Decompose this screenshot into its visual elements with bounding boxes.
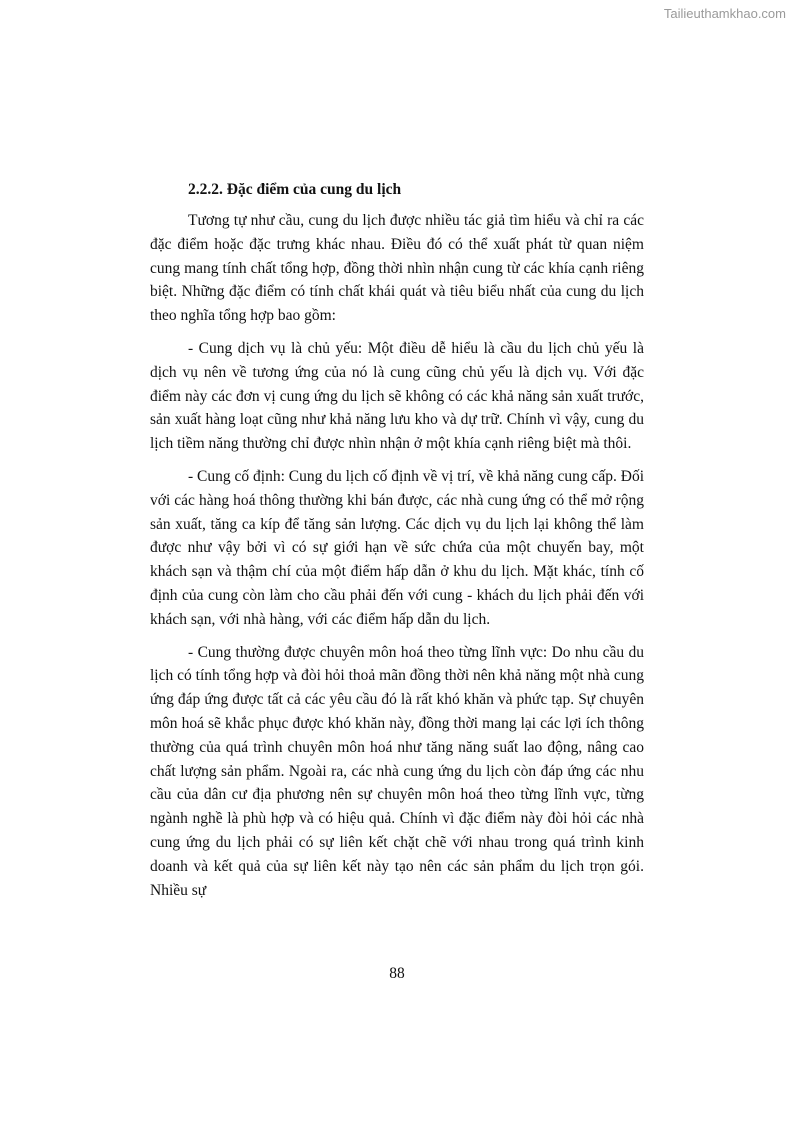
section-heading: 2.2.2. Đặc điểm của cung du lịch [188, 181, 402, 198]
page-number: 88 [389, 965, 405, 982]
paragraph-intro: Tương tự như cầu, cung du lịch được nhiều tác giả tìm hiểu và chỉ ra các đặc điểm hoặc đặc trưng khác nhau. Điều đó có thể xuất phát từ quan niệm cung mang tính chất tổng hợp, đồng thời nhìn nhận cung từ các khía cạnh riêng biệt. Những đặc điểm có tính chất khái quát và tiêu biểu nhất của cung du lịch theo nghĩa tổng hợp bao gồm: [150, 212, 644, 325]
paragraph-fixed-supply: - Cung cố định: Cung du lịch cố định về vị trí, về khả năng cung cấp. Đối với các hàng hoá thông thường khi bán được, các nhà cung ứng có thể mở rộng sản xuất, tăng ca kíp để tăng sản lượng. Các dịch vụ du lịch lại không thể làm được như vậy bởi vì có sự giới hạn về sức chứa của một chuyến bay, một khách sạn và thậm chí của một điểm hấp dẫn ở khu du lịch. Mặt khác, tính cố định của cung còn làm cho cầu phải đến với cung - khách du lịch phải đến với khách sạn, với nhà hàng, với các điểm hấp dẫn du lịch. [150, 467, 644, 628]
watermark: Tailieuthamkhao.com [663, 6, 786, 21]
paragraph-service-supply: - Cung dịch vụ là chủ yếu: Một điều dễ hiểu là cầu du lịch chủ yếu là dịch vụ nên về tương ứng của nó là cung cũng chủ yếu là dịch vụ. Với đặc điểm này các đơn vị cung ứng du lịch sẽ không có các khả năng sản xuất trước, sản xuất hàng loạt cũng như khả năng lưu kho và dự trữ. Chính vì vậy, cung du lịch tiềm năng thường chỉ được nhìn nhận ở một khía cạnh riêng biệt mà thôi. [150, 339, 644, 453]
paragraph-specialized-supply: - Cung thường được chuyên môn hoá theo từng lĩnh vực: Do nhu cầu du lịch có tính tổng hợp và đòi hỏi thoả mãn đồng thời nên khả năng một nhà cung ứng đáp ứng được tất cả các yêu cầu đó là rất khó khăn và phức tạp. Sự chuyên môn hoá sẽ khắc phục được khó khăn này, đồng thời mang lại các lợi ích thông thường của quá trình chuyên môn hoá như tăng năng suất lao động, nâng cao chất lượng sản phẩm. Ngoài ra, các nhà cung ứng du lịch còn đáp ứng các nhu cầu của dân cư địa phương nên sự chuyên môn hoá theo từng lĩnh vực, từng ngành nghề là phù hợp và có hiệu quả. Chính vì đặc điểm này đòi hỏi các nhà cung ứng du lịch phải có sự liên kết chặt chẽ với nhau trong quá trình kinh doanh và kết quả của sự liên kết này tạo nên các sản phẩm du lịch trọn gói. Nhiều sự [150, 643, 644, 899]
page-content [150, 178, 644, 911]
